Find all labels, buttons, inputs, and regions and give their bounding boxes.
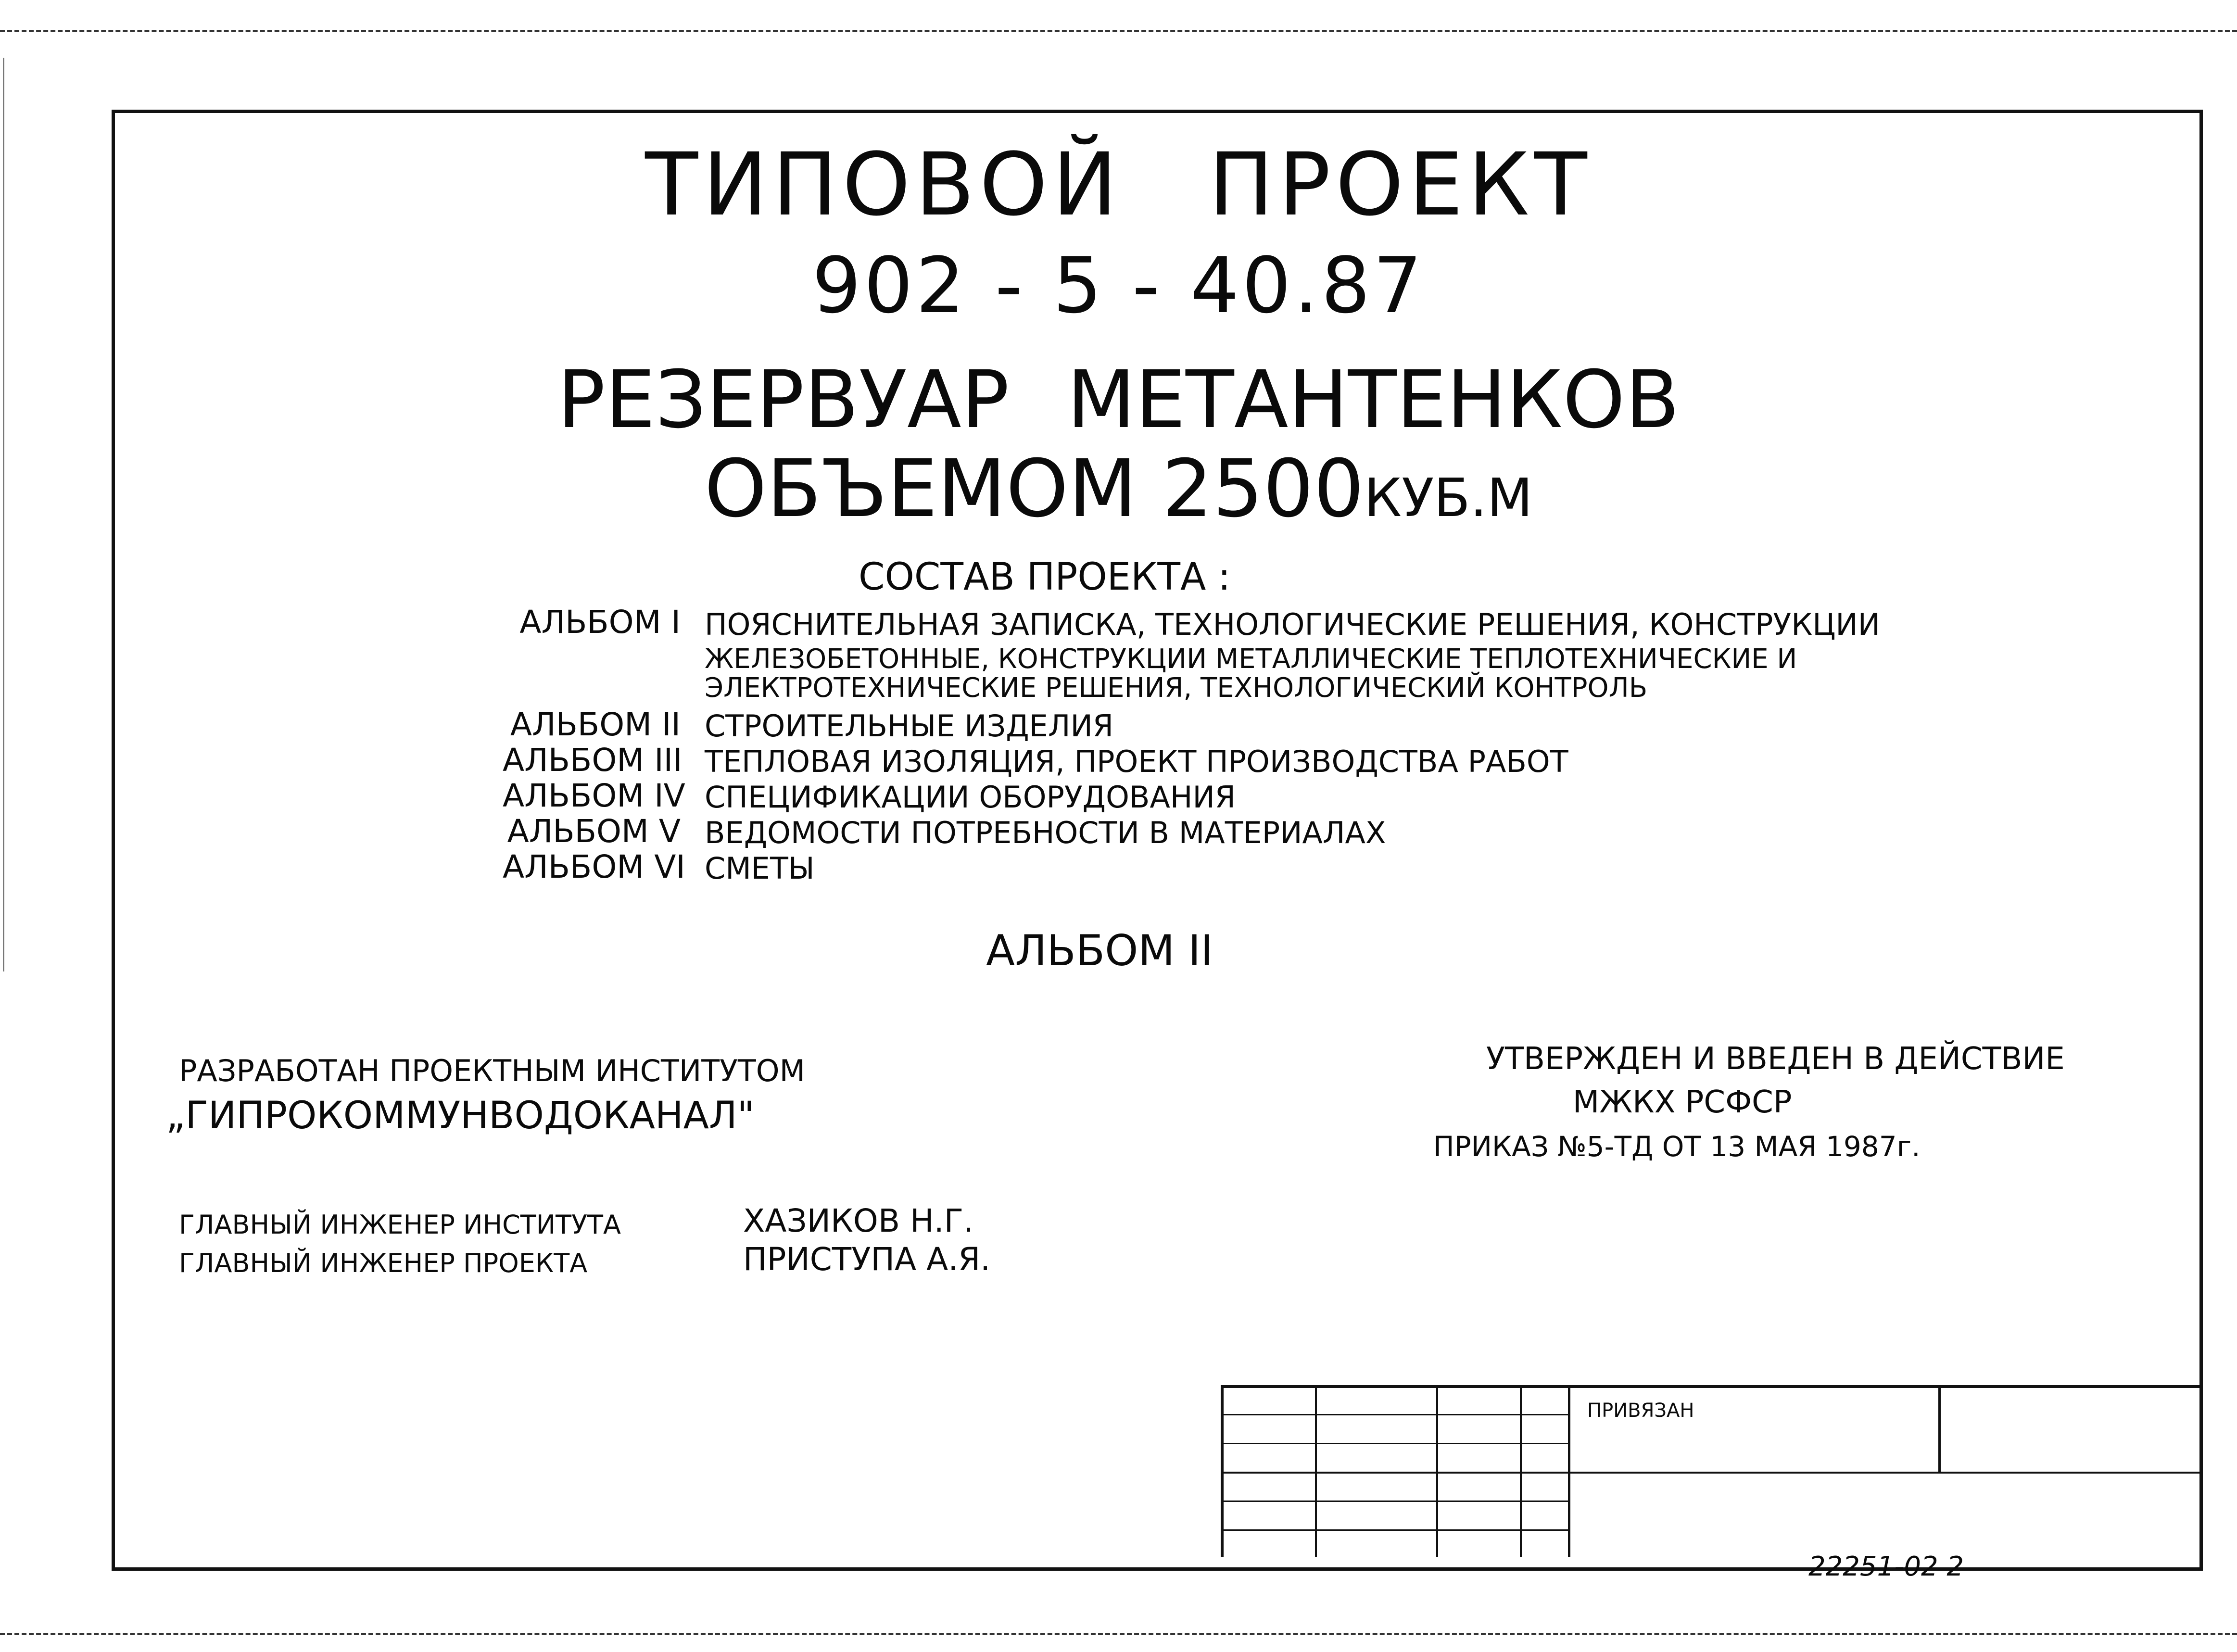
signature-role-2: ГЛАВНЫЙ ИНЖЕНЕР ПРОЕКТА (179, 1248, 588, 1278)
album-desc-6: СМЕТЫ (705, 851, 815, 886)
approval-line-1: УТВЕРЖДЕН И ВВЕДЕН В ДЕЙСТВИЕ (1486, 1041, 2065, 1077)
title-line (0, 135, 2237, 235)
album-label-1: АЛЬБОМ I (519, 604, 681, 641)
signature-name-1: ХАЗИКОВ Н.Г. (743, 1202, 973, 1239)
signature-role-1: ГЛАВНЫЙ ИНЖЕНЕР ИНСТИТУТА (179, 1210, 621, 1240)
approval-line-2: МЖКХ РСФСР (1573, 1085, 1792, 1120)
album-label-6: АЛЬБОМ VI (503, 848, 685, 885)
project-name-line-1 (0, 353, 2237, 446)
sheet-top-edge (0, 30, 2237, 32)
album-desc-5: ВЕДОМОСТИ ПОТРЕБНОСТИ В МАТЕРИАЛАХ (705, 815, 1386, 850)
album-desc-4: СПЕЦИФИКАЦИИ ОБОРУДОВАНИЯ (705, 780, 1236, 815)
album-desc-2: СТРОИТЕЛЬНЫЕ ИЗДЕЛИЯ (705, 708, 1113, 744)
document-number: 22251-02 2 (1808, 1551, 1964, 1582)
album-label-3: АЛЬБОМ III (503, 742, 682, 779)
approval-line-3: ПРИКАЗ №5-ТД ОТ 13 МАЯ 1987г. (1433, 1130, 1921, 1163)
project-name-line-2 (0, 442, 2237, 535)
title-block-stamp (1221, 1385, 2203, 1557)
project-name-word-1: РЕЗЕРВУАР (557, 353, 1010, 446)
album-desc-1-cont-2: ЭЛЕКТРОТЕХНИЧЕСКИЕ РЕШЕНИЯ, ТЕХНОЛОГИЧЕСКИЙ КОНТРОЛЬ (705, 672, 1648, 704)
volume-main: ОБЪЕМОМ 2500 (704, 442, 1365, 535)
current-album: АЛЬБОМ II (986, 926, 1213, 975)
album-desc-1: ПОЯСНИТЕЛЬНАЯ ЗАПИСКА, ТЕХНОЛОГИЧЕСКИЕ РЕШЕНИЯ, КОНСТРУКЦИИ (705, 607, 1881, 642)
album-label-2: АЛЬБОМ II (510, 706, 681, 743)
sheet-bottom-edge (0, 1633, 2237, 1635)
volume-unit: КУБ.М (1364, 467, 1533, 529)
developer-line: РАЗРАБОТАН ПРОЕКТНЫМ ИНСТИТУТОМ (179, 1053, 806, 1088)
project-name-word-2: МЕТАНТЕНКОВ (1067, 353, 1680, 446)
title-word-2: ПРОЕКТ (1208, 135, 1592, 235)
album-desc-3: ТЕПЛОВАЯ ИЗОЛЯЦИЯ, ПРОЕКТ ПРОИЗВОДСТВА РАБОТ (705, 744, 1568, 779)
project-number: 902 - 5 - 40.87 (812, 240, 1425, 330)
institute-name: „ГИПРОКОММУНВОДОКАНАЛ" (166, 1094, 755, 1137)
album-label-4: АЛЬБОМ IV (503, 777, 685, 814)
signature-name-2: ПРИСТУПА А.Я. (743, 1241, 991, 1278)
album-desc-1-cont-1: ЖЕЛЕЗОБЕТОННЫЕ, КОНСТРУКЦИИ МЕТАЛЛИЧЕСКИЕ ТЕПЛОТЕХНИЧЕСКИЕ И (705, 643, 1797, 675)
composition-heading: СОСТАВ ПРОЕКТА : (859, 555, 1231, 599)
stamp-privyazan-label: ПРИВЯЗАН (1587, 1400, 1694, 1422)
title-word-1: ТИПОВОЙ (645, 135, 1122, 235)
album-label-5: АЛЬБОМ V (507, 813, 681, 850)
